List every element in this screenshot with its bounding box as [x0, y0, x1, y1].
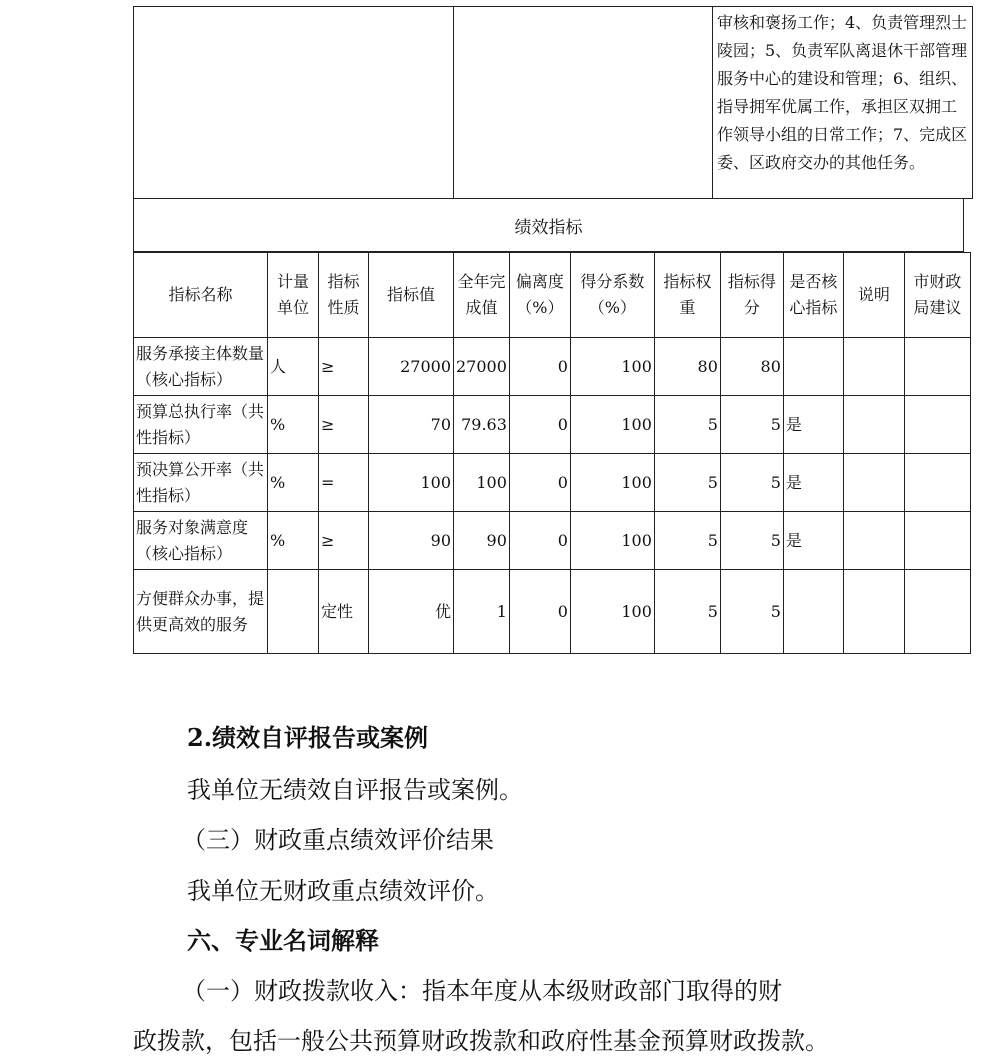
col-header: 说明: [843, 253, 904, 338]
dept-info-table: [133, 6, 973, 199]
weight-cell: 5: [654, 512, 720, 570]
actual-cell: 27000: [454, 338, 510, 396]
core-cell: 是: [783, 454, 843, 512]
perf-indicator-table: [133, 252, 971, 654]
coef-cell: 100: [570, 512, 654, 570]
core-cell: 是: [783, 396, 843, 454]
col-header: 全年完成值: [454, 253, 510, 338]
col-header: 是否核心指标: [783, 253, 843, 338]
unit-cell: %: [268, 396, 319, 454]
indicator-name: 服务承接主体数量（核心指标）: [134, 338, 268, 396]
section3-paragraph: 我单位无财政重点绩效评价。: [187, 877, 499, 905]
indicator-name: 预算总执行率（共性指标）: [134, 396, 268, 454]
advice-cell: [904, 338, 970, 396]
deviation-cell: 0: [509, 396, 570, 454]
unit-cell: %: [268, 512, 319, 570]
col-header: 偏离度（%）: [509, 253, 570, 338]
target-cell: 90: [369, 512, 454, 570]
coef-cell: 100: [570, 338, 654, 396]
term1-line1: [182, 971, 782, 1006]
indicator-name: 服务对象满意度（核心指标）: [134, 512, 268, 570]
target-cell: 优: [369, 570, 454, 654]
core-cell: 是: [783, 512, 843, 570]
section3-heading: （三）财政重点绩效评价结果: [182, 826, 494, 854]
nature-cell: ≥: [319, 338, 369, 396]
indicator-name: 预决算公开率（共性指标）: [134, 454, 268, 512]
term1-line2: 政拨款，包括一般公共预算财政拨款和政府性基金预算财政拨款。: [133, 1027, 829, 1055]
weight-cell: 5: [654, 570, 720, 654]
unit-cell: [268, 570, 319, 654]
target-cell: 27000: [369, 338, 454, 396]
col-header: 指标值: [369, 253, 454, 338]
actual-cell: 90: [454, 512, 510, 570]
score-cell: 5: [720, 512, 783, 570]
score-cell: 5: [720, 396, 783, 454]
col-header: 指标性质: [319, 253, 369, 338]
col-header: 计量单位: [268, 253, 319, 338]
note-cell: [843, 396, 904, 454]
col-header: 指标得分: [720, 253, 783, 338]
header-row: [134, 253, 971, 338]
empty-cell: [454, 7, 713, 199]
col-header: 指标名称: [134, 253, 268, 338]
table-row: [134, 454, 971, 512]
section2-heading: 2.绩效自评报告或案例: [187, 723, 429, 752]
unit-cell: %: [268, 454, 319, 512]
weight-cell: 5: [654, 454, 720, 512]
table-row: [134, 512, 971, 570]
deviation-cell: 0: [509, 512, 570, 570]
core-cell: [783, 570, 843, 654]
actual-cell: 100: [454, 454, 510, 512]
coef-cell: 100: [570, 396, 654, 454]
table-row: [134, 396, 971, 454]
perf-indicator-title: 绩效指标: [133, 198, 964, 252]
nature-cell: ≥: [319, 512, 369, 570]
note-cell: [843, 338, 904, 396]
coef-cell: 100: [570, 570, 654, 654]
target-cell: 100: [369, 454, 454, 512]
col-header: 指标权重: [654, 253, 720, 338]
weight-cell: 5: [654, 396, 720, 454]
indicator-name: 方便群众办事，提供更高效的服务: [134, 570, 268, 654]
nature-cell: =: [319, 454, 369, 512]
section2-paragraph: 我单位无绩效自评报告或案例。: [187, 776, 523, 804]
note-cell: [843, 454, 904, 512]
nature-cell: 定性: [319, 570, 369, 654]
advice-cell: [904, 396, 970, 454]
empty-cell: [134, 7, 454, 199]
target-cell: 70: [369, 396, 454, 454]
unit-cell: 人: [268, 338, 319, 396]
advice-cell: [904, 454, 970, 512]
advice-cell: [904, 512, 970, 570]
coef-cell: 100: [570, 454, 654, 512]
nature-cell: ≥: [319, 396, 369, 454]
core-cell: [783, 338, 843, 396]
table-row: [134, 570, 971, 654]
deviation-cell: 0: [509, 454, 570, 512]
term1-label: （一）财政拨款收入：: [182, 977, 422, 1005]
table-row: [134, 338, 971, 396]
col-header: 市财政局建议: [904, 253, 970, 338]
weight-cell: 80: [654, 338, 720, 396]
actual-cell: 1: [454, 570, 510, 654]
term1-text-a: 指本年度从本级财政部门取得的财: [422, 977, 782, 1005]
deviation-cell: 0: [509, 570, 570, 654]
dept-duties-cell: 审核和褒扬工作；4、负责管理烈士陵园；5、负责军队离退休干部管理服务中心的建设和管理；6、组织、指导拥军优属工作，承担区双拥工作领导小组的日常工作；7、完成区委、区政府交办的其他任务。: [713, 7, 973, 199]
note-cell: [843, 512, 904, 570]
score-cell: 5: [720, 570, 783, 654]
score-cell: 5: [720, 454, 783, 512]
advice-cell: [904, 570, 970, 654]
deviation-cell: 0: [509, 338, 570, 396]
note-cell: [843, 570, 904, 654]
col-header: 得分系数（%）: [570, 253, 654, 338]
actual-cell: 79.63: [454, 396, 510, 454]
section6-heading: 六、专业名词解释: [187, 926, 379, 955]
score-cell: 80: [720, 338, 783, 396]
